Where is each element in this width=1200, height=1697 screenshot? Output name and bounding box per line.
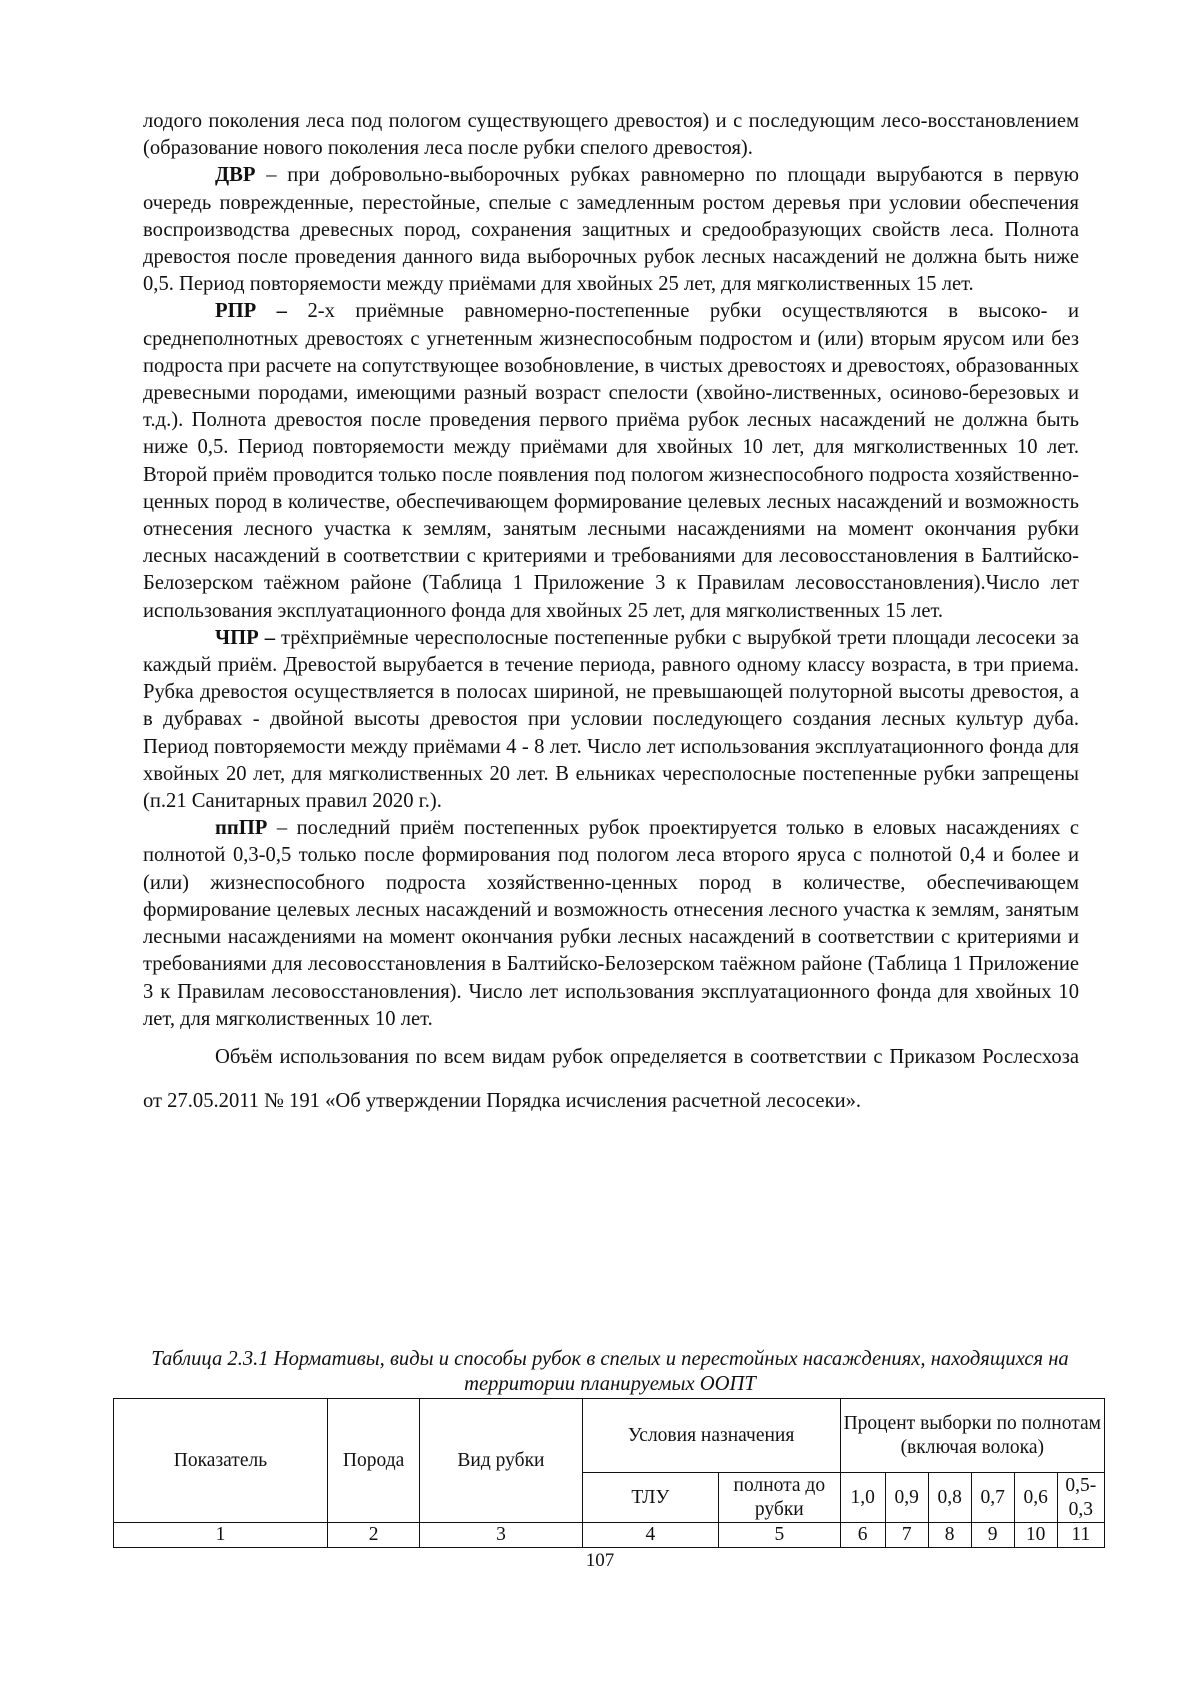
column-number: 11	[1057, 1523, 1104, 1548]
paragraph-rpr	[143, 298, 1079, 624]
header-cut-type: Вид рубки	[420, 1399, 582, 1523]
column-number: 1	[114, 1523, 328, 1548]
term-chpr: ЧПР –	[215, 626, 275, 649]
column-number-row	[114, 1523, 1105, 1548]
header-tlu: ТЛУ	[582, 1473, 719, 1523]
column-number: 8	[928, 1523, 971, 1548]
column-number: 5	[719, 1523, 840, 1548]
paragraph-dvr	[143, 162, 1079, 298]
term-rpr: РПР –	[215, 300, 287, 323]
header-density-0-8: 0,8	[928, 1473, 971, 1523]
paragraph-final: Объём использования по всем видам рубок определяется в соответствии с Приказом Рослесхоза от 27.05.2011 № 191 «Об утверждении Порядка исчисления расчетной лесосеки».	[143, 1045, 1079, 1112]
column-number: 4	[582, 1523, 719, 1548]
column-number: 2	[327, 1523, 419, 1548]
header-density-before: полнота до рубки	[719, 1473, 840, 1523]
column-number: 10	[1014, 1523, 1057, 1548]
header-density-0-6: 0,6	[1014, 1473, 1057, 1523]
column-number: 3	[420, 1523, 582, 1548]
page-number: 107	[585, 1550, 615, 1571]
header-density-0-5-0-3: 0,5-0,3	[1057, 1473, 1104, 1523]
header-density-0-9: 0,9	[885, 1473, 928, 1523]
text-pppr: – последний приём постепенных рубок проектируется только в еловых насаждениях с полнотой 0,3-0,5 только после формирования под пологом леса второго яруса с полнотой 0,4 и более и (или) жизнеспособного подроста хозяйственно-ценных пород в количестве, обеспечивающем формирование целевых лесных насаждений и возможность отнесения лесного участка к землям, занятым лесными насаждениями на момент окончания рубки лесных насаждений в соответствии с критериями и требованиями для лесовосстановления в Балтийско-Белозерском таёжном районе (Таблица 1 Приложение 3 к Правилам лесовосстановления). Число лет использования эксплуатационного фонда для хвойных 10 лет, для мягколиственных 10 лет.	[143, 817, 1079, 1030]
table-caption: Таблица 2.3.1 Нормативы, виды и способы рубок в спелых и перестойных насаждениях, находящихся на территории планируемых ООПТ	[151, 1348, 1069, 1395]
paragraph-chpr	[143, 625, 1079, 815]
table-header-row	[114, 1399, 1105, 1473]
body-text	[143, 108, 1079, 1123]
text-chpr: трёхприёмные чересполосные постепенные рубки с вырубкой трети площади лесосеки за каждый приём. Древостой вырубается в течение периода, равного одному классу возраста, в три приема. Рубка древостоя осуществляется в полосах шириной, не превышающей полуторной высоты древостоя, а в дубравах - двойной высоты древостоя при условии последующего создания лесных культур дуба. Период повторяемости между приёмами 4 - 8 лет. Число лет использования эксплуатационного фонда для хвойных 20 лет, для мягколиственных 20 лет. В ельниках чересполосные постепенные рубки запрещены (п.21 Санитарных правил 2020 г.).	[143, 626, 1079, 813]
column-number: 9	[971, 1523, 1014, 1548]
term-pppr: ппПР	[215, 817, 268, 840]
header-species: Порода	[327, 1399, 419, 1523]
column-number: 6	[840, 1523, 885, 1548]
paragraph-pppr	[143, 815, 1079, 1033]
term-dvr: ДВР	[215, 164, 256, 187]
paragraph-continuation: лодого поколения леса под пологом существующего древостоя) и с последующим лесо-восстановлением (образование нового поколения леса после рубки спелого древостоя).	[143, 110, 1079, 160]
header-density-0-7: 0,7	[971, 1473, 1014, 1523]
norms-table	[113, 1398, 1105, 1548]
column-number: 7	[885, 1523, 928, 1548]
text-rpr: 2-х приёмные равномерно-постепенные рубки осуществляются в высоко- и среднеполнотных древостоях с угнетенным жизнеспособным подростом и (или) вторым ярусом или без подроста при расчете на сопутствующее возобновление, в чистых древостоях и древостоях, образованных древесными породами, имеющими разный возраст спелости (хвойно-лиственных, осиново-березовых и т.д.). Полнота древостоя после проведения первого приёма рубок лесных насаждений не должна быть ниже 0,5. Период повторяемости между приёмами для хвойных 10 лет, для мягколиственных 10 лет. Второй приём проводится только после появления под пологом жизнеспособного подроста хозяйственно-ценных пород в количестве, обеспечивающем формирование целевых лесных насаждений и возможность отнесения лесного участка к землям, занятым лесными насаждениями на момент окончания рубки лесных насаждений в соответствии с критериями и требованиями для лесовосстановления в Балтийско-Белозерском таёжном районе (Таблица 1 Приложение 3 к Правилам лесовосстановления).Число лет использования эксплуатационного фонда для хвойных 25 лет, для мягколиственных 15 лет.	[143, 300, 1080, 622]
header-selection-percent: Процент выборки по полнотам (включая волока)	[840, 1399, 1104, 1473]
header-conditions: Условия назначения	[582, 1399, 840, 1473]
text-dvr: – при добровольно-выборочных рубках равномерно по площади вырубаются в первую очередь поврежденные, перестойные, спелые с замедленным ростом деревья при условии обеспечения воспроизводства древесных пород, сохранения защитных и средообразующих свойств леса. Полнота древостоя после проведения данного вида выборочных рубок лесных насаждений не должна быть ниже 0,5. Период повторяемости между приёмами для хвойных 25 лет, для мягколиственных 15 лет.	[143, 164, 1079, 296]
header-density-1-0: 1,0	[840, 1473, 885, 1523]
header-indicator: Показатель	[114, 1399, 328, 1523]
